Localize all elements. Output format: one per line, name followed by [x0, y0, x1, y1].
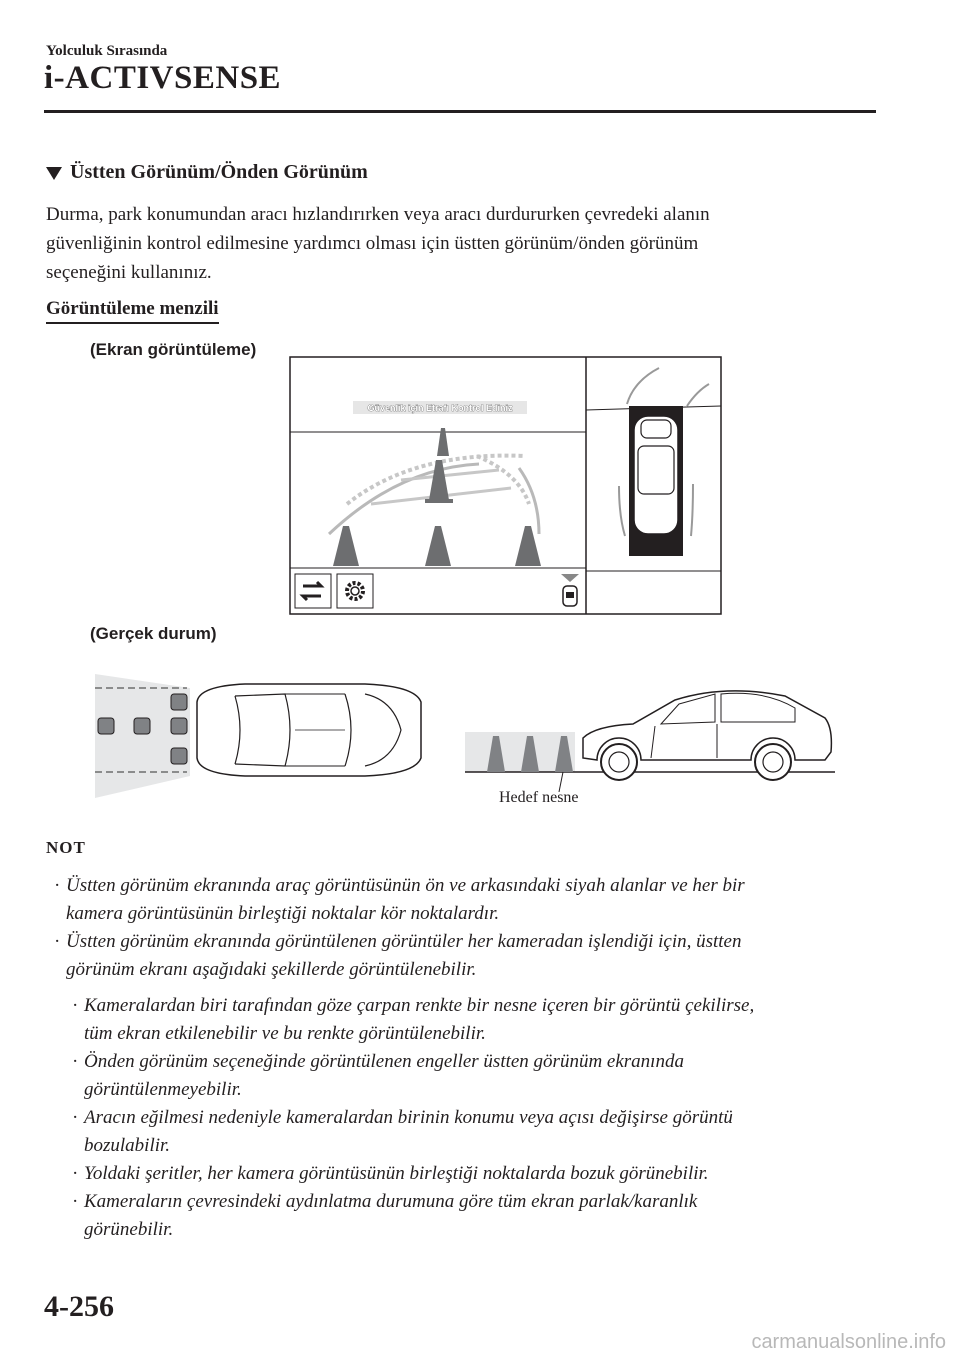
screen-banner-text: Güvenlik için Etrafı Kontrol Ediniz	[367, 403, 513, 413]
actual-situation-label: (Gerçek durum)	[90, 624, 217, 643]
intro-line: seçeneğini kullanınız.	[46, 262, 212, 283]
note-item: · Üstten görünüm ekranında görüntülenen görüntüler her kameradan işlendiği için, üstten görünüm ekranı aşağıdaki şekillerde görüntülenebilir.	[66, 928, 741, 984]
section-title: Yolculuk Sırasında	[46, 43, 168, 59]
side-view-figure	[465, 680, 835, 792]
section-heading	[46, 161, 368, 184]
bullet-icon: ·	[54, 875, 61, 896]
bullet-icon: ·	[72, 1163, 79, 1184]
section-heading-text: Üstten Görünüm/Önden Görünüm	[70, 161, 368, 183]
note-title: NOT	[46, 838, 86, 857]
range-title: Görüntüleme menzili	[46, 298, 219, 324]
camera-switch-icon	[295, 574, 331, 608]
intro-line: güvenliğinin kontrol edilmesine yardımcı olması için üstten görünüm/önden görünüm	[46, 233, 699, 254]
triangle-down-icon	[46, 167, 62, 180]
intro-paragraph	[46, 200, 886, 287]
note-subitem: · Önden görünüm seçeneğinde görüntülenen engeller üstten görünüm ekranında görüntülenmeyebilir.	[84, 1048, 684, 1104]
note-item: · Üstten görünüm ekranında araç görüntüsünün ön ve arkasındaki siyah alanlar ve her bir kamera görüntüsünün birleştiği noktalar kör noktalardır.	[66, 872, 745, 928]
bullet-icon: ·	[72, 1107, 79, 1128]
screen-display-figure	[289, 356, 723, 616]
chapter-title: i-ACTIVSENSE	[44, 60, 282, 96]
bullet-icon: ·	[54, 931, 61, 952]
bullet-icon: ·	[72, 1191, 79, 1212]
note-subitem: · Aracın eğilmesi nedeniyle kameralardan birinin konumu veya açısı değişirse görüntü bozulabilir.	[84, 1104, 733, 1160]
bullet-icon: ·	[72, 1051, 79, 1072]
target-object-caption: Hedef nesne	[499, 789, 579, 806]
note-subitem: · Yoldaki şeritler, her kamera görüntüsünün birleştiği noktalarda bozuk görünebilir.	[84, 1160, 709, 1188]
note-subitem: · Kameralardan biri tarafından göze çarpan renkte bir nesne içeren bir görüntü çekilirse, tüm ekran etkilenebilir ve bu renkte görüntülenebilir.	[84, 992, 754, 1048]
screen-banner	[353, 401, 527, 414]
bullet-icon: ·	[72, 995, 79, 1016]
screen-display-label: (Ekran görüntüleme)	[90, 340, 257, 359]
top-view-figure	[95, 660, 425, 802]
page-number: 4-256	[44, 1290, 114, 1323]
watermark: carmanualsonline.info	[751, 1331, 946, 1353]
intro-line: Durma, park konumundan aracı hızlandırırken veya aracı durdururken çevredeki alanın	[46, 204, 710, 225]
header-rule	[44, 110, 876, 113]
note-subitem: · Kameraların çevresindeki aydınlatma durumuna göre tüm ekran parlak/karanlık görünebilir.	[84, 1188, 697, 1244]
